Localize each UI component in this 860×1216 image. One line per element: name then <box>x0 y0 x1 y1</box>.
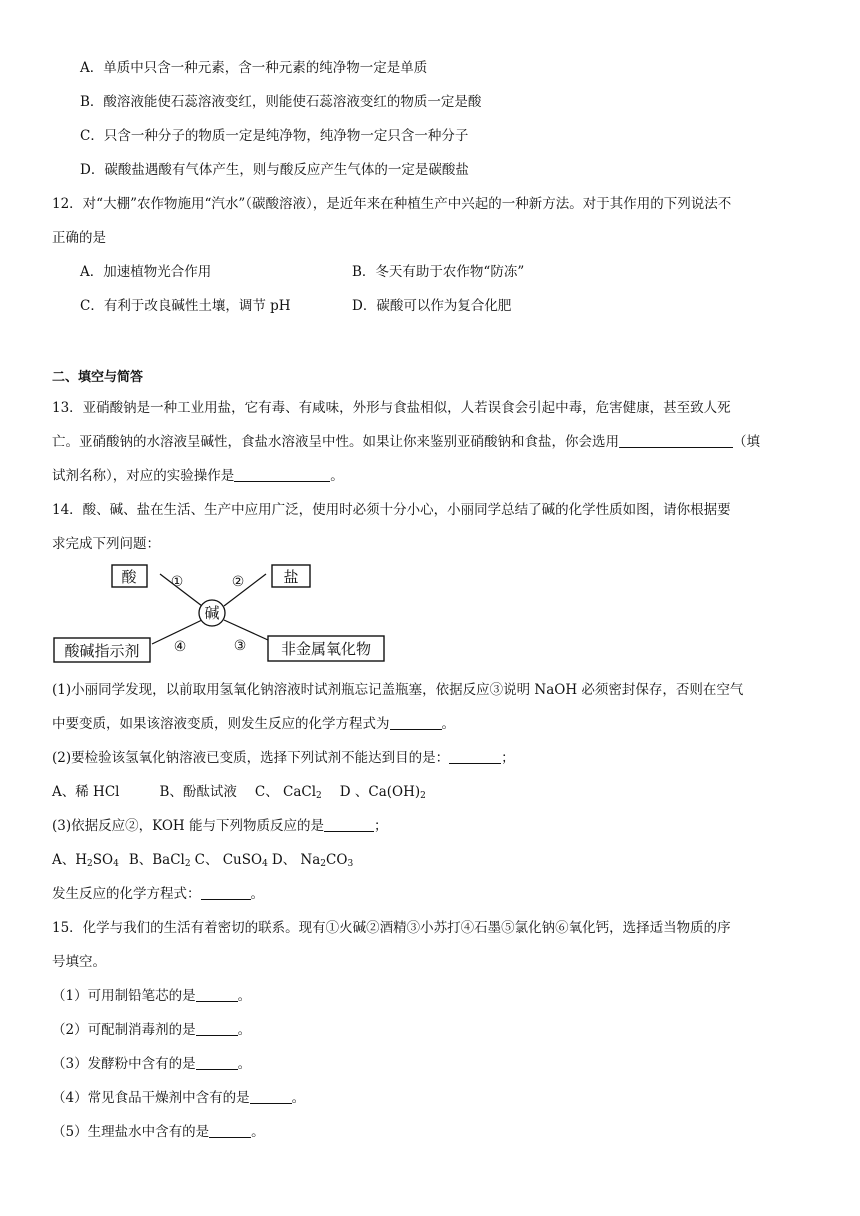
q11-option-c: C．只含一种分子的物质一定是纯净物，纯净物一定只含一种分子 <box>80 128 469 144</box>
q13-line3-text: 试剂名称），对应的实验操作是 <box>52 468 235 484</box>
q14-part1-line2 <box>52 714 455 734</box>
q15-item-4: （4）常见食品干燥剂中含有的是 。 <box>52 1090 306 1106</box>
q13-blank-reagent[interactable] <box>619 433 733 448</box>
base-properties-diagram <box>52 562 392 674</box>
q12-option-a: A．加速植物光合作用 <box>80 264 212 280</box>
q15-item-3: （3）发酵粉中含有的是 。 <box>52 1056 252 1072</box>
q13-line3 <box>52 466 344 486</box>
q14-part2 <box>52 748 515 768</box>
q14-part2-option-a: A、稀 HCl <box>52 784 120 800</box>
reaction-2-label: ② <box>231 574 245 590</box>
base-label: 碱 <box>204 604 220 622</box>
q15-blank-2[interactable] <box>196 1021 238 1036</box>
q14-part2-option-b: B、酚酞试液 <box>159 784 237 800</box>
q11-option-a: A．单质中只含一种元素，含一种元素的纯净物一定是单质 <box>80 60 428 76</box>
q14-part2-options <box>52 782 426 802</box>
nonmetal-oxide-label: 非金属氧化物 <box>280 640 372 658</box>
reaction-4-label: ④ <box>173 639 187 655</box>
q14-part3-blank[interactable] <box>324 817 374 832</box>
q14-part2-tail: ； <box>501 750 515 766</box>
q14-line1: 14．酸、碱、盐在生活、生产中应用广泛，使用时必须十分小心，小丽同学总结了碱的化学性质如图，请你根据要 <box>52 502 731 518</box>
q14-part1-text: 中要变质，如果该溶液变质，则发生反应的化学方程式为 <box>52 716 390 732</box>
q12-stem-line1: 12．对“大棚”农作物施用“汽水”（碳酸溶液），是近年来在种植生产中兴起的一种新方法。对于其作用的下列说法不 <box>52 196 732 212</box>
reaction-1-label: ① <box>170 574 184 590</box>
q15-blank-3[interactable] <box>196 1055 238 1070</box>
q13-line2-tail: （填 <box>733 434 760 450</box>
q14-part2-text: (2)要检验该氢氧化钠溶液已变质，选择下列试剂不能达到目的是： <box>52 750 450 766</box>
q14-line2: 求完成下列问题： <box>52 536 160 552</box>
q15-blank-5[interactable] <box>209 1123 251 1138</box>
q15-line2: 号填空。 <box>52 954 106 970</box>
q14-part3 <box>52 816 387 836</box>
q14-part3-eq-text: 发生反应的化学方程式： <box>52 886 201 902</box>
q14-part1-blank[interactable] <box>390 715 442 730</box>
q14-part3-option-b: B、BaCl$_2$ <box>128 852 191 869</box>
q13-blank-operation[interactable] <box>234 467 330 482</box>
section-heading: 二、填空与简答 <box>52 370 144 385</box>
indicator-label: 酸碱指示剂 <box>64 642 140 660</box>
acid-label: 酸 <box>121 568 137 586</box>
q11-option-b: B．酸溶液能使石蕊溶液变红，则能使石蕊溶液变红的物质一定是酸 <box>80 94 482 110</box>
q13-line2 <box>52 432 760 452</box>
q14-part1-tail: 。 <box>441 716 455 732</box>
q15-blank-4[interactable] <box>250 1089 292 1104</box>
q12-option-c: C．有利于改良碱性土壤，调节 pH <box>80 298 291 314</box>
q12-option-d: D．碳酸可以作为复合化肥 <box>352 298 512 314</box>
q14-part3-text: (3)依据反应②，KOH 能与下列物质反应的是 <box>52 818 324 834</box>
q15-item-1: （1）可用制铅笔芯的是 。 <box>52 988 252 1004</box>
q15-blank-1[interactable] <box>196 987 238 1002</box>
q14-part2-blank[interactable] <box>449 749 501 764</box>
q13-line1: 13．亚硝酸钠是一种工业用盐，它有毒、有咸味，外形与食盐相似，人若误食会引起中毒，危害健康，甚至致人死 <box>52 400 731 416</box>
salt-label: 盐 <box>283 568 299 586</box>
q14-part3-equation <box>52 884 264 904</box>
q14-part1-line1: (1)小丽同学发现，以前取用氢氧化钠溶液时试剂瓶忘记盖瓶塞，依据反应③说明 NaOH 必须密封保存，否则在空气 <box>52 682 744 698</box>
q14-part3-tail: ； <box>373 818 388 834</box>
q14-part3-option-c: C、 CuSO$_4$ <box>194 852 268 869</box>
reaction-3-label: ③ <box>233 638 247 654</box>
q14-part3-eq-blank[interactable] <box>201 885 251 900</box>
q14-part3-option-d: D、 $Na_2CO_3$ <box>271 852 354 869</box>
q12-option-b: B．冬天有助于农作物“防冻” <box>352 264 525 280</box>
q15-line1: 15．化学与我们的生活有着密切的联系。现有①火碱②酒精③小苏打④石墨⑤氯化钠⑥氧化钙，选择适当物质的序 <box>52 920 731 936</box>
q14-part3-options <box>52 850 353 870</box>
q13-line2-text: 亡。亚硝酸钠的水溶液呈碱性，食盐水溶液呈中性。如果让你来鉴别亚硝酸钠和食盐，你会选用 <box>52 434 619 450</box>
q14-part2-option-d: D 、$Ca(OH)_2$ <box>339 784 426 801</box>
q11-option-d: D．碳酸盐遇酸有气体产生，则与酸反应产生气体的一定是碳酸盐 <box>80 162 469 178</box>
q12-stem-line2: 正确的是 <box>52 230 106 246</box>
q14-part2-option-c: C、 CaCl$_2$ <box>254 784 322 801</box>
q15-item-2: （2）可配制消毒剂的是 。 <box>52 1022 252 1038</box>
q13-line3-tail: 。 <box>330 468 344 484</box>
q14-part3-option-a: A、$H_2SO_4$ <box>52 852 119 869</box>
q14-part3-eq-tail: 。 <box>250 886 264 902</box>
q15-item-5: （5）生理盐水中含有的是 。 <box>52 1124 265 1140</box>
